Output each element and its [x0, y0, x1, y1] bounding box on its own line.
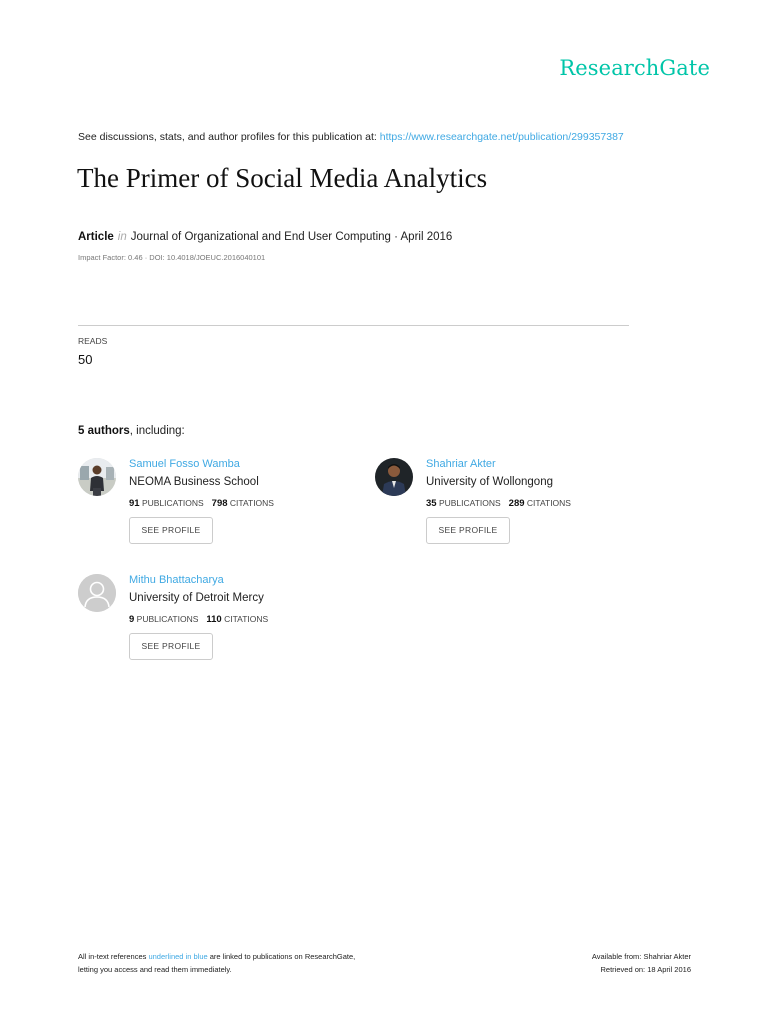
authors-count: 5 authors	[78, 425, 130, 437]
see-profile-button[interactable]: SEE PROFILE	[129, 633, 213, 660]
author-name[interactable]: Shahriar Akter	[426, 458, 496, 470]
default-person-icon	[78, 574, 116, 612]
researchgate-logo[interactable]: ResearchGate	[559, 56, 710, 80]
author-institution: University of Wollongong	[426, 476, 553, 488]
footer-availability	[500, 951, 691, 976]
author-stats	[129, 614, 268, 625]
footer-blue-link-text: underlined in blue	[148, 952, 208, 961]
author-institution: University of Detroit Mercy	[129, 592, 264, 604]
citations-label: CITATIONS	[526, 498, 571, 508]
reads-value: 50	[78, 352, 93, 367]
publication-link[interactable]: https://www.researchgate.net/publication/299357387	[379, 131, 624, 143]
avatar-photo-icon	[78, 458, 116, 496]
avatar[interactable]	[78, 458, 116, 496]
see-profile-button[interactable]: SEE PROFILE	[129, 517, 213, 544]
avatar[interactable]	[375, 458, 413, 496]
avatar[interactable]	[78, 574, 116, 612]
author-stats	[426, 498, 571, 509]
citations-count: 110	[206, 614, 222, 625]
retrieved-on: Retrieved on: 18 April 2016	[600, 964, 691, 974]
journal-date[interactable]: Journal of Organizational and End User Computing · April 2016	[130, 231, 453, 243]
footer-text-b: are linked to publications on ResearchGate,	[207, 952, 356, 961]
publications-label: PUBLICATIONS	[141, 498, 204, 508]
authors-suffix: , including:	[129, 425, 185, 437]
publications-label: PUBLICATIONS	[136, 614, 199, 624]
author-stats	[129, 498, 274, 509]
discussion-line	[78, 131, 624, 143]
citations-count: 798	[211, 498, 228, 509]
impact-doi: Impact Factor: 0.46 · DOI: 10.4018/JOEUC.2016040101	[78, 253, 266, 262]
avatar-photo-icon	[375, 458, 413, 496]
citations-label: CITATIONS	[224, 614, 269, 624]
footer-text-a: All in-text references	[78, 952, 149, 961]
author-name[interactable]: Mithu Bhattacharya	[129, 574, 224, 586]
see-profile-button[interactable]: SEE PROFILE	[426, 517, 510, 544]
article-type: Article	[78, 231, 114, 243]
author-name[interactable]: Samuel Fosso Wamba	[129, 458, 240, 470]
citations-label: CITATIONS	[229, 498, 274, 508]
publications-count: 35	[426, 498, 437, 509]
author-institution: NEOMA Business School	[129, 476, 259, 488]
publications-count: 9	[129, 614, 135, 625]
footer-text-line2: letting you access and read them immediately.	[78, 964, 232, 974]
authors-heading	[78, 425, 185, 437]
in-word: in	[117, 231, 127, 243]
reads-label: READS	[78, 336, 108, 346]
footer-note	[78, 951, 355, 976]
discussion-text: See discussions, stats, and author profiles for this publication at:	[78, 131, 380, 143]
article-title: The Primer of Social Media Analytics	[77, 163, 488, 193]
article-meta	[78, 231, 452, 243]
publications-count: 91	[129, 498, 140, 509]
publications-label: PUBLICATIONS	[438, 498, 501, 508]
available-from: Available from: Shahriar Akter	[591, 952, 691, 961]
citations-count: 289	[508, 498, 525, 509]
divider	[78, 325, 629, 326]
